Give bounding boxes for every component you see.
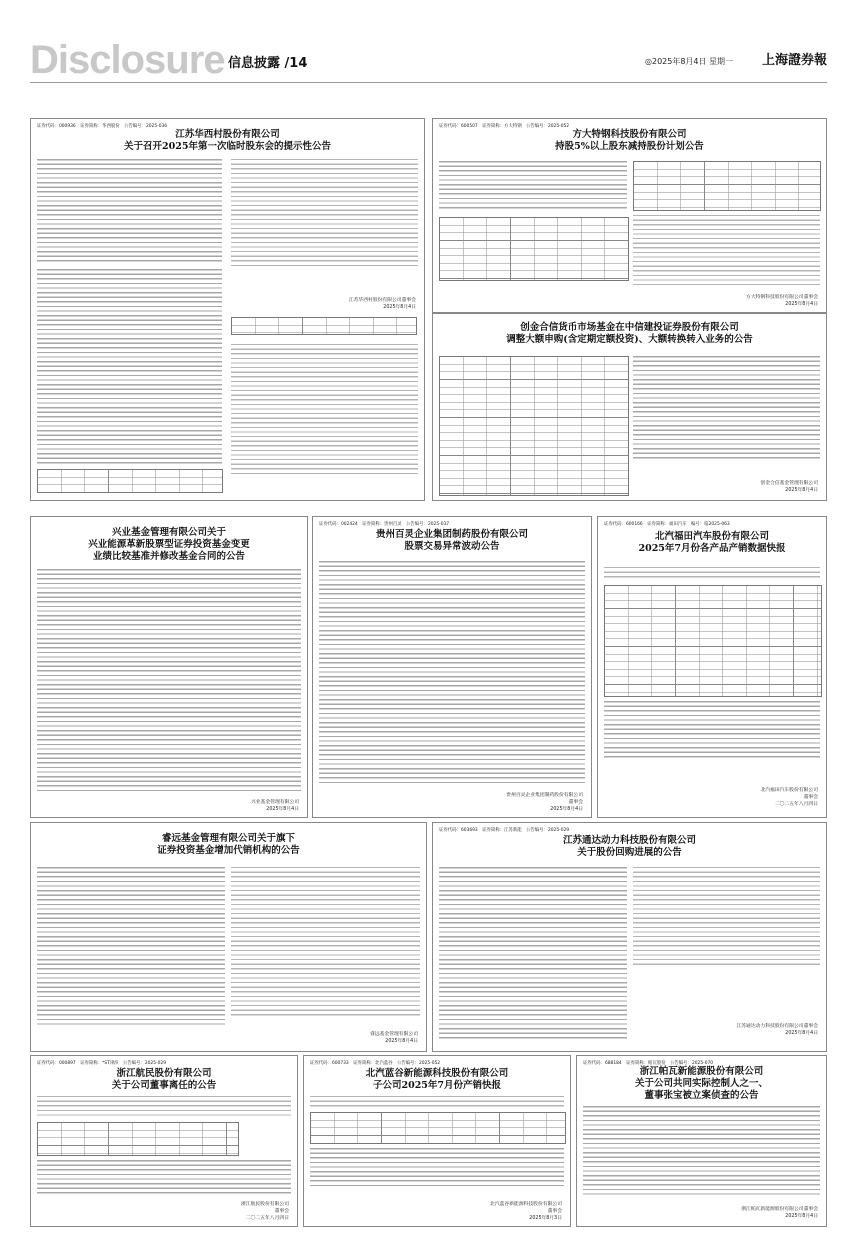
notice-body — [310, 1148, 564, 1188]
notice-guizhou — [312, 516, 592, 818]
vote-table — [37, 469, 223, 493]
notice-body-right — [231, 867, 420, 1017]
notice-body — [37, 569, 301, 794]
notice-huaxi — [30, 118, 425, 501]
masthead — [30, 40, 827, 80]
notice-ruiyuan — [30, 822, 427, 1052]
notice-body-left-2 — [37, 269, 222, 464]
notice-lanbgu — [303, 1055, 571, 1227]
notice-beiqi — [597, 516, 827, 818]
notice-chuangjin — [432, 313, 827, 501]
notice-body — [37, 1160, 291, 1194]
fund-info-table — [439, 356, 629, 496]
notice-body-right — [633, 356, 820, 461]
output-table — [310, 1112, 566, 1144]
notice-body-left — [37, 159, 222, 264]
notice-fangda — [432, 118, 827, 313]
notice-code: 证券代码：002424 证券简称：贵州百灵 公告编号：2025-037 — [319, 522, 450, 527]
notice-title: 贵州百灵企业集团制药股份有限公司 股票交易异常波动公告 — [375, 529, 528, 552]
notice-signer: 贵州百灵企业集团制药股份有限公司 董事会 2025年8月4日 — [506, 793, 583, 812]
notice-signer: 江苏通达动力科技股份有限公司董事会 2025年8月4日 — [736, 1024, 818, 1036]
notice-code: 证券代码：603693 证券简称：江苏新能 公告编号：2025-029 — [439, 828, 570, 833]
section-title: 信息披露 /14 — [228, 56, 308, 71]
notice-title: 江苏通达动力科技股份有限公司 关于股份回购进展的公告 — [562, 835, 696, 858]
notice-body-right — [633, 215, 820, 285]
notice-title: 北汽蓝谷新能源科技股份有限公司 子公司2025年7月份产销快报 — [365, 1068, 509, 1091]
notice-body-right — [231, 159, 418, 269]
notice-signer: 北汽福田汽车股份有限公司 董事会 二〇二五年八月四日 — [760, 788, 818, 807]
notice-intro — [310, 1096, 564, 1108]
notice-signer: 北汽蓝谷新能源科技股份有限公司 董事会 2025年8月3日 — [490, 1202, 562, 1221]
director-table — [37, 1122, 239, 1156]
notice-code: 证券代码：600507 证券简称：方大特钢 公告编号：2025-052 — [439, 124, 570, 129]
plan-table — [633, 161, 821, 211]
notice-code: 证券代码：600733 证券简称：北汽蓝谷 公告编号：2025-052 — [310, 1061, 441, 1066]
notice-signer: 兴业基金管理有限公司 2025年8月4日 — [251, 800, 299, 812]
notice-title: 创金合信货币市场基金在中信建投证券股份有限公司 调整大额申购(含定期定额投资)、大额转换转入业务的公告 — [506, 322, 753, 345]
proposal-table — [231, 317, 417, 335]
holding-table — [439, 217, 629, 281]
notice-body — [583, 1106, 820, 1196]
dateline: ◎2025年8月4日 星期一 — [645, 57, 734, 66]
notice-intro — [604, 567, 820, 581]
notice-body-right-2 — [231, 344, 418, 474]
notice-signer: 方大特钢科技股份有限公司董事会 2025年8月4日 — [746, 295, 818, 307]
disclosure-logo: Disclosure — [30, 38, 225, 82]
notice-signer: 睿远基金管理有限公司 2025年8月4日 — [370, 1032, 418, 1044]
notice-code: 证券代码：000936 证券简称：华西股份 公告编号：2025-036 — [37, 124, 168, 129]
notice-signer: 浙江帕瓦新能源股份有限公司董事会 2025年8月4日 — [741, 1207, 818, 1219]
notice-title: 方大特钢科技股份有限公司 持股5%以上股东减持股份计划公告 — [555, 129, 704, 152]
notice-body-left — [439, 867, 627, 1042]
notice-title: 兴业基金管理有限公司关于 兴业能源革新股票型证券投资基金变更 业绩比较基准并修改基金合同的公告 — [88, 527, 250, 562]
notice-intro — [37, 1096, 291, 1118]
masthead-rule — [30, 82, 827, 83]
notice-title: 浙江帕瓦新能源股份有限公司 关于公司共同实际控制人之一、 董事张宝被立案侦查的公告 — [634, 1066, 768, 1101]
notice-body-left — [439, 161, 627, 211]
notice-body — [319, 561, 585, 783]
notice-title: 江苏华西村股份有限公司 关于召开2025年第一次临时股东会的提示性公告 — [124, 129, 331, 152]
notice-title: 睿远基金管理有限公司关于旗下 证券投资基金增加代销机构的公告 — [157, 833, 300, 856]
notice-signer: 浙江航民股份有限公司 董事会 二〇二五年八月四日 — [241, 1202, 289, 1221]
notice-signer: 创金合信基金管理有限公司 2025年8月4日 — [760, 481, 818, 493]
notice-code: 证券代码：688184 证券简称：帕瓦股份 公告编号：2025-070 — [583, 1061, 714, 1066]
notice-body — [604, 701, 820, 761]
notice-code: 证券代码：000897 证券简称：*ST津滨 公告编号：2025-029 — [37, 1061, 166, 1066]
notice-body-right — [633, 867, 820, 967]
notice-xingye — [30, 516, 308, 818]
notice-body-left — [37, 867, 225, 1027]
notice-title: 北汽福田汽车股份有限公司 2025年7月份各产品产销数据快报 — [638, 531, 786, 554]
sales-table — [604, 585, 822, 697]
notice-fuxin — [576, 1055, 827, 1227]
notice-signer-mid: 江苏华西村股份有限公司董事会 2025年8月4日 — [348, 298, 416, 310]
notice-code: 证券代码：600166 证券简称：福田汽车 编号：临2025-063 — [604, 522, 730, 527]
newspaper-name: 上海證券報 — [762, 53, 828, 68]
notice-zhehang — [30, 1055, 298, 1227]
notice-tongda — [432, 822, 827, 1052]
notice-title: 浙江航民股份有限公司 关于公司董事离任的公告 — [111, 1068, 217, 1091]
